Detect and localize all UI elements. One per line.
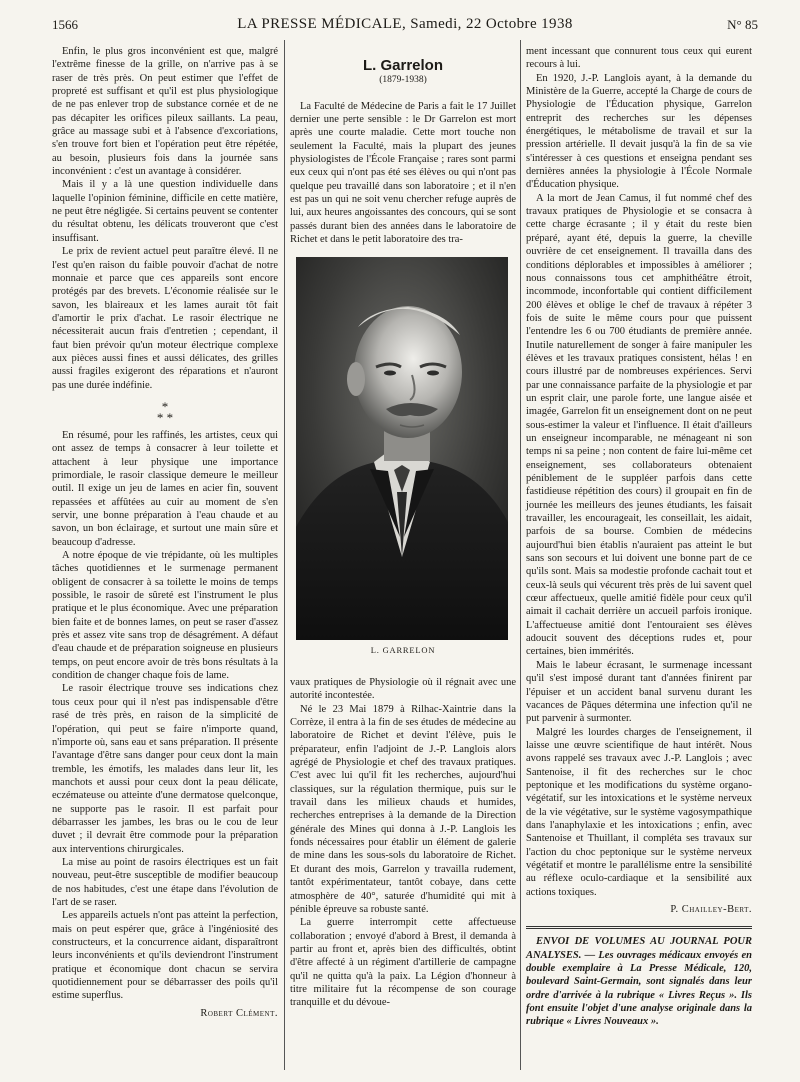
paragraph: vaux pratiques de Physiologie où il régnait avec une autorité incontestée. — [290, 677, 516, 702]
article-title: L. Garrelon — [362, 57, 444, 74]
section-separator: * * * — [156, 398, 174, 425]
paragraph: En 1920, J.-P. Langlois ayant, à la demande du Ministère de la Guerre, accepté la Charge de cours de Physiologie de l'Éducation physique, Garrelon entreprit des recherches sur les dépenses énergétiques, le métabolisme de travail et sur la pression artérielle. Il devait jusqu'à la fin de sa vie s'intéresser à ces questions et enseigna pendant ses dernières années la physiologie à l'École Normale d'Éducation physique. — [526, 72, 752, 191]
notice-text: ENVOI DE VOLUMES AU JOURNAL POUR ANALYSES. — Les ouvrages médicaux envoyés en double exemplaire à La Presse Médicale, 120, boulevard Saint-Germain, sont signalés dans leur ordre d'arrivée à la rubrique « Livres Reçus ». Ils font ensuite l'objet d'une analyse originale dans la rubrique « Livres Nouveaux ». — [526, 936, 752, 1028]
column-middle-continued — [290, 676, 516, 1010]
photo-caption: L. GARRELON — [370, 645, 436, 655]
paragraph: La Faculté de Médecine de Paris a fait le 17 Juillet dernier une perte sensible : le Dr Garrelon est mort après une courte maladie. Cette mort touche non seulement la Faculté, mais la plupart des jeunes physiologistes de l'École Française ; rares sont parmi eux ceux qui n'ont pas été ses élèves ou qui n'ont pas quelque peu travaillé dans son laboratoire ; et il n'en est pas un qui ne soit venu chercher refuge auprès de lui, aux heures angoissantes des concours, qui se sont passés durant bien des années dans le laboratoire de Richet et dans le petit laboratoire des tra- — [290, 100, 516, 246]
notice-rule — [526, 926, 752, 927]
paragraph: La mise au point de rasoirs électriques est un fait nouveau, peut-être susceptible de modifier beaucoup de nos habitudes, c'est une étape dans l'évolution de l'art de se raser. — [52, 856, 278, 908]
paragraph: Les appareils actuels n'ont pas atteint la perfection, mais on peut espérer que, grâce à l'ingéniosité des constructeurs, et la concurrence aidant, disparaîtront leurs inconvénients et qu'ils deviendront l'instrument pratique et économique dont chacun se servira quotidiennement pour se débarrasser des poils qu'il estime superflus. — [52, 910, 278, 1002]
page-header — [52, 14, 758, 36]
author-signature: Robert Clément. — [200, 1007, 278, 1019]
paragraph: Mais il y a là une question individuelle dans laquelle l'opinion féminine, difficile en cette matière, ne peut être négligée. Si certains peuvent se contenter du résultat obtenu, les délicats trouveront que c'est insuffisant. — [52, 179, 278, 244]
portrait-photo — [296, 257, 508, 640]
author-signature: P. Chailley-Bert. — [670, 904, 752, 915]
page-number: 1566 — [52, 17, 78, 32]
paragraph: Malgré les lourdes charges de l'enseignement, il laisse une œuvre scientifique de haut intérêt. Nous avons rappelé ses travaux avec J.-P. Langlois ; avec Santenoise, il fit des recherches sur le choc peptonique et les modifications du système organo-végétatif, sur les intoxications et le système nerveux de la vie végétative, sur le système vagosympathique dans l'anaphylaxie et les intoxications ; enfin, avec Santenoise et Thuillant, il compléta ses travaux sur l'action du choc peptonique sur le système nerveux végétatif et montre le parallélisme entre la sensibilité au réflexe oculo-cardiaque et la sensibilité aux actions toxiques. — [526, 726, 752, 898]
paragraph: A notre époque de vie trépidante, où les multiples tâches quotidiennes et le surmenage permanent obligent de consacrer à sa toilette le moins de temps possible, le rasoir de sûreté est l'instrument le plus pratique et le plus économique. Avec une préparation bien faite et de bonnes lames, on peut se raser d'assez près et assez vite sans trop de désagrément. A défaut d'eau chaude et de préparation soigneuse en plusieurs temps, on peut encore avoir de très bons résultats à la condition de changer chaque fois de lame. — [52, 550, 278, 682]
column-middle — [290, 45, 516, 246]
paragraph: ment incessant que connurent tous ceux qui eurent recours à lui. — [526, 46, 752, 71]
article-dates: (1879-1938) — [379, 75, 427, 86]
column-left — [52, 45, 278, 1020]
paragraph: En résumé, pour les raffinés, les artistes, ceux qui ont assez de temps à consacrer à leur toilette et attachent à leur physique une importance primordiale, le rasoir classique demeure le meilleur outil. Il exige un jeu de lames en acier fin, souvent repassées et affûtées au cuir au moment de s'en servir, une bonne préparation à l'eau chaude et au savon, un bon éclairage, et surtout une main sûre et beaucoup d'adresse. — [52, 429, 278, 548]
paragraph: Le rasoir électrique trouve ses indications chez tous ceux pour qui il n'est pas indispensable d'être rasé de très près, en raison de la simplicité de l'opération, qui peut se faire n'importe quand, n'importe où, sans eau et sans préparation. Il présente l'avantage d'être sans danger pour ceux dont la main tremble, les émotifs, les malades dans leur lit, les manchots et aussi pour ceux dont la peau délicate, eczémateuse ou atteinte d'une dermatose quelconque, ne supporte pas le rasoir. Il est parfait pour débarrasser les jambes, les bras ou le cou de leur duvet ; il devrait être commode pour la préparation aux interventions chirurgicales. — [52, 683, 278, 855]
paragraph: La guerre interrompit cette affectueuse collaboration ; envoyé d'abord à Brest, il demanda à partir au front et, après bien des difficultés, obtint d'être affecté à un régiment d'artillerie de campagne qu'il ne quitta qu'à la paix. La Légion d'honneur à titre militaire fut la récompense de son courage tranquille et du dévoue- — [290, 917, 516, 1009]
journal-title: LA PRESSE MÉDICALE, Samedi, 22 Octobre 1938 — [237, 16, 573, 32]
notice-rule — [526, 928, 752, 929]
column-divider — [520, 40, 521, 1070]
paragraph: A la mort de Jean Camus, il fut nommé chef des travaux pratiques de Physiologie et se consacra à cette charge écrasante ; il y était du reste bien préparé, ayant été, depuis la guerre, la cheville ouvrière de cet enseignement. Il travailla dans des conditions déplorables et impossibles à améliorer ; nous connaissons tous cet amphithéâtre étroit, incommode, inconfortable qui contient difficilement 200 élèves et oblige le chef de travaux à répéter 3 fois de suite le même cours pour que puissent l'entendre les 6 ou 700 étudiants de première année. Inutile naturellement de songer à faire manipuler les élèves et les travaux pratiques consistent, hélas ! en cours illustré par de nombreuses expériences. Servi par une connaissance parfaite de la physiologie et par un esprit clair, une parole forte, une langue aisée et imagée, Garrelon fit un enseignement dont on ne peut sous-estimer la valeur et l'influence. Il était d'ailleurs un enseigneur incomparable, ne ménageant ni son temps ni sa peine ; non content de faire lui-même cet enseignement, ses collaborateurs obtenaient péniblement de le suppléer parfois dans cette fastidieuse répétition des cours) il groupait en fin de journée les meilleurs des jeunes étudiants, les faisait travailler, les encourageait, les conseillait, les aidait, parfois de sa bourse. Combien de médecins aujourd'hui bien établis n'auraient pas atteint le but sans son secours et lui doivent une bonne part de ce qu'ils sont. Mais sa modestie profonde cachait tout et ceux-là seuls qui vécurent très près de lui savent quel cœur affectueux, quelle amitié fidèle pour ceux qu'il aimait il cachait derrière un accueil parfois ironique. L'affectueuse amitié dont l'entouraient ses élèves adoucit souvent des déceptions rudes et, pour certaines, bien immérités. — [526, 192, 752, 658]
paragraph: Le prix de revient actuel peut paraître élevé. Il ne l'est qu'en raison du faible pouvoir d'achat de notre monnaie et parce que ces appareils sont encore protégés par des brevets. L'économie réalisée sur le savon, les blaireaux et les lames aurait tôt fait d'amortir le prix d'achat. Le rasoir électrique ne nécessiterait aucun frais d'entretien ; cependant, il faut bien prévoir qu'un moteur électrique complexe aux pièces aussi fines et aussi délicates, des grilles aussi fragiles exigeront des réparations et n'auront pas une durée indéfinie. — [52, 246, 278, 391]
issue-number: N° 85 — [727, 17, 758, 32]
column-divider — [284, 40, 285, 1070]
column-right — [526, 45, 752, 1029]
paragraph: Né le 23 Mai 1879 à Rilhac-Xaintrie dans la Corrèze, il entra à la fin de ses études de médecine au laboratoire de Richet et devint l'élève, puis le préparateur, enfin l'adjoint de J.-P. Langlois alors agrégé de Physiologie et chef des travaux pratiques. C'est avec lui qu'il fit les recherches, aujourd'hui classiques, sur la régulation thermique, puis sur le travail dans les milieux chauds et humides, recherches entreprises à la demande de la Direction générale des Mines qui donna à J.-P. Langlois les fonds nécessaires pour établir un élément de galerie de mine dans les sous-sols du laboratoire de Richet. Et durant des mois, Garrelon y travailla rudement, tantôt expérimentateur, tantôt cobaye, dans cette atmosphère de 40°, saturée d'humidité qui mit à pénible épreuve sa robuste santé. — [290, 703, 516, 915]
paragraph: Mais le labeur écrasant, le surmenage incessant qu'il s'est imposé durant tant d'années finirent par l'épuiser et un accident banal survenu durant les vacances de Pâques détermina une infection qu'il ne put parvenir à surmonter. — [526, 659, 752, 725]
paragraph: Enfin, le plus gros inconvénient est que, malgré l'extrême finesse de la grille, on n'arrive pas à se raser de très près. On peut estimer que l'effet de propreté est suffisant et qu'il est plus physiologique de ne pas enlever trop de substance cornée et de ne pas décapiter les orifices pileux saillants. La peau, grâce au massage subi et à l'absence d'excoriations, s'en trouve fort bien et l'opération peut être répétée, au besoin, plusieurs fois dans la journée sans inconvénient : c'est un avantage à considérer. — [52, 46, 278, 178]
